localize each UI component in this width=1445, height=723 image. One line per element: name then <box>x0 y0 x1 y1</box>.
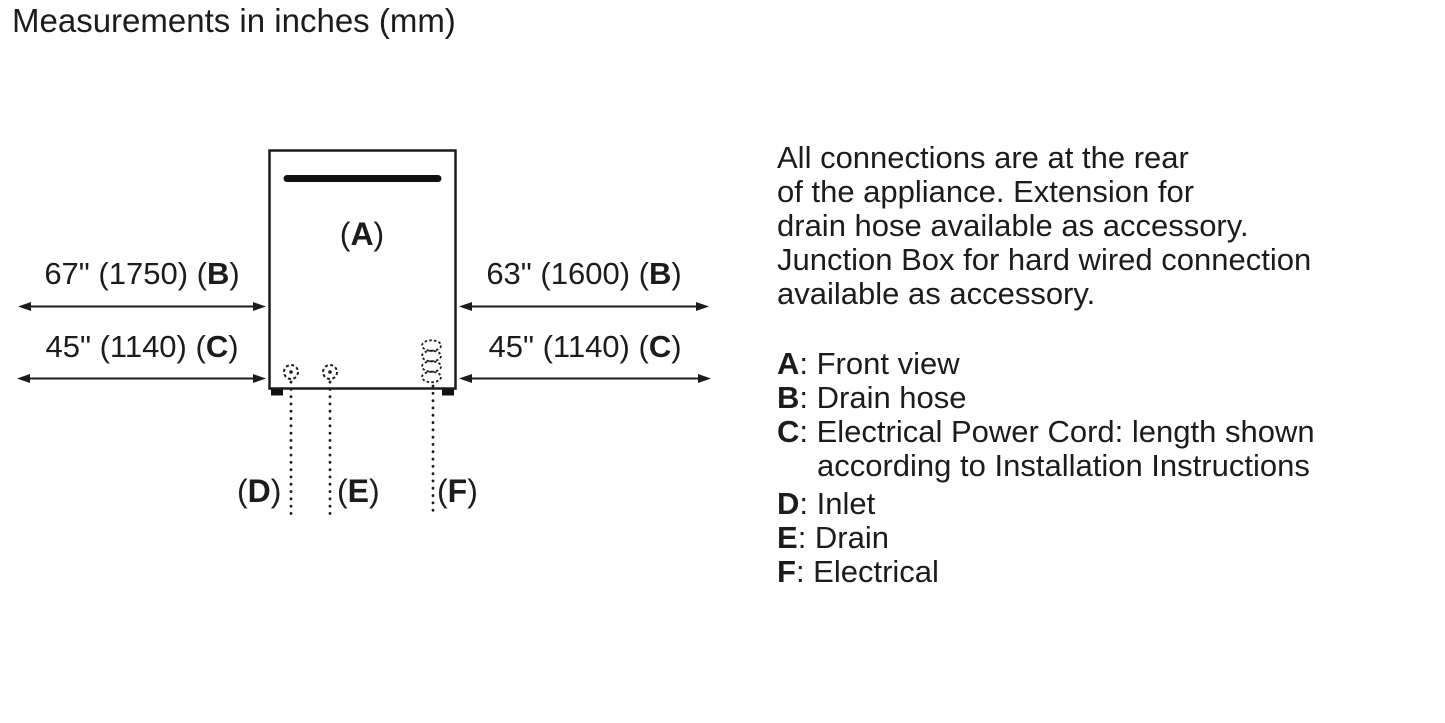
info-panel <box>777 141 1397 589</box>
legend-text: : Electrical Power Cord: length shown <box>799 414 1315 449</box>
legend-item-e <box>777 521 1397 555</box>
legend-letter: C <box>777 414 800 449</box>
legend-text: : Inlet <box>799 486 876 521</box>
dim-label-right-power-cord: 45" (1140) (C) <box>488 329 682 364</box>
legend-item-a <box>777 347 1397 381</box>
legend-letter: B <box>777 380 800 415</box>
dim-label-right-drain-hose: 63" (1600) (B) <box>486 256 682 291</box>
port-label-inlet: (D) <box>237 473 282 509</box>
legend-text: : Electrical <box>795 554 939 589</box>
legend-letter: A <box>777 346 800 381</box>
appliance-label: (A) <box>339 216 385 252</box>
legend-letter: D <box>777 486 800 521</box>
dimension-arrow-left-c <box>17 374 266 383</box>
note-line: All connections are at the rear <box>777 140 1189 175</box>
note-line: of the appliance. Extension for <box>777 174 1195 209</box>
note-paragraph <box>777 141 1397 311</box>
legend-text: : Drain <box>797 520 889 555</box>
dimension-arrow-right-c <box>459 374 711 383</box>
page-title: Measurements in inches (mm) <box>12 2 456 39</box>
legend-item-c <box>777 415 1397 483</box>
legend-item-b <box>777 381 1397 415</box>
legend-text-continuation: according to Installation Instructions <box>817 448 1310 483</box>
leveling-foot-right-icon <box>442 390 454 396</box>
port-label-drain: (E) <box>337 473 380 509</box>
note-line: drain hose available as accessory. <box>777 208 1249 243</box>
appliance-outline <box>270 151 456 389</box>
note-line: Junction Box for hard wired connection <box>777 242 1312 277</box>
leveling-foot-left-icon <box>271 390 283 396</box>
legend-list <box>777 347 1397 589</box>
legend-text: : Drain hose <box>799 380 967 415</box>
dim-label-left-drain-hose: 67" (1750) (B) <box>44 256 240 291</box>
legend-item-f <box>777 555 1397 589</box>
legend-letter: F <box>777 554 796 589</box>
port-label-electrical: (F) <box>437 473 478 509</box>
legend-item-d <box>777 487 1397 521</box>
dim-label-left-power-cord: 45" (1140) (C) <box>45 329 239 364</box>
note-line: available as accessory. <box>777 276 1096 311</box>
legend-letter: E <box>777 520 798 555</box>
legend-text: : Front view <box>799 346 960 381</box>
dimension-arrow-left-b <box>18 302 266 311</box>
dimension-arrow-right-b <box>459 302 709 311</box>
